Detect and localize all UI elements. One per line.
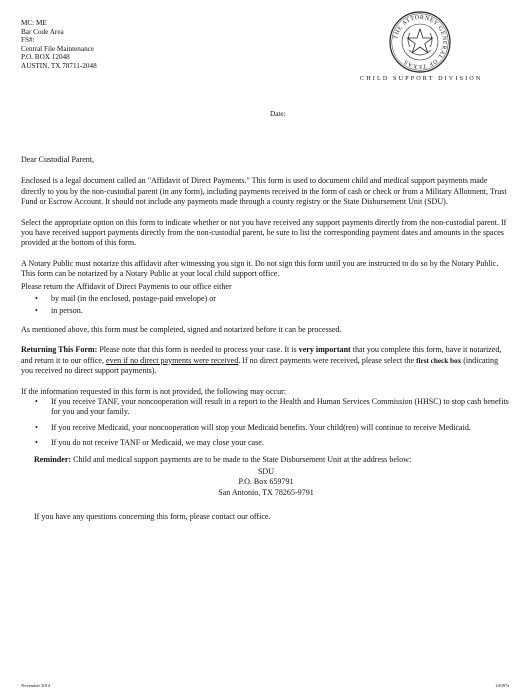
sdu-address-line: SDU — [257, 466, 275, 476]
closing-sentence: If you have any questions concerning this form, please contact our office. — [34, 512, 271, 522]
first-check-box-text: first check box — [416, 356, 462, 365]
consequences-list — [21, 397, 511, 449]
sdu-address — [21, 467, 511, 498]
return-options-list — [21, 294, 511, 317]
very-important-text: very important — [298, 345, 351, 355]
form-number: 1A097a — [495, 683, 510, 688]
address-line: Bar Code Area — [21, 27, 64, 36]
paragraph-notary: A Notary Public must notarize this affidavit after witnessing you sign it. Do not sign this form until you are instructed to do so by the Notary Public. This form can be notarized by a Notary Public at your local child support office. — [21, 258, 499, 279]
attorney-general-seal-icon — [388, 10, 452, 74]
paragraph-return-instructions: Please return the Affidavit of Direct Payments to our office either — [21, 281, 232, 291]
reminder-text: Child and medical support payments are to be made to the State Disbursement Unit at the address below: — [71, 454, 412, 464]
returning-text: . If no direct payments were received, please select the — [238, 355, 417, 365]
list-item: • If you receive TANF, your noncooperation will result in a report to the Health and Human Services Commission (HHSC) to stop cash benefits for you and your family. — [21, 397, 511, 418]
footer-date: November 2014 — [21, 683, 51, 688]
paragraph-consequences-intro: If the information requested in this form is not provided, the following may occur: — [21, 386, 287, 396]
salutation: Dear Custodial Parent, — [21, 155, 95, 164]
list-item: • If you do not receive TANF or Medicaid, we may close your case. — [21, 438, 511, 448]
address-line: MC: ME — [21, 19, 47, 27]
sdu-address-line: P.O. Box 659791 — [238, 477, 294, 487]
paragraph-processing: As mentioned above, this form must be completed, signed and notarized before it can be processed. — [21, 324, 342, 334]
sdu-address-line: San Antonio, TX 78265-9791 — [218, 487, 314, 497]
address-line: FS#: — [21, 36, 35, 44]
address-line: Central File Maintenance — [21, 44, 95, 53]
reminder — [21, 455, 511, 465]
underlined-text: even if no direct payments were received — [106, 355, 239, 365]
returning-heading: Returning This Form: — [21, 345, 98, 355]
paragraph-select-option: Select the appropriate option on this form to indicate whether or not you have received any support payments directly from the non-custodial parent. If you have received support payments directly from the non-custodial parent, be sure to list the corresponding payment dates and amounts in the spaces provided at the bottom of this form. — [21, 217, 507, 248]
returning-text: that you complete this form, have it notarized, and return it to our office, — [21, 345, 502, 365]
svg-text:THE ATTORNEY GENERAL OF TEXAS — [393, 15, 447, 69]
returning-text: Please note that this form is needed to process your case. It is — [97, 345, 299, 355]
list-item: • in person. — [21, 306, 511, 316]
list-item: • by mail (in the enclosed, postage-paid envelope) or — [21, 294, 511, 304]
return-address — [21, 19, 97, 70]
division-name: CHILD SUPPORT DIVISION — [360, 75, 483, 82]
address-line: P.O. BOX 12048 — [21, 53, 70, 61]
paragraph-returning-form — [21, 345, 511, 376]
seal-lettering: THE ATTORNEY GENERAL OF TEXAS — [393, 14, 448, 70]
letter-body — [21, 155, 511, 523]
returning-text: (indicating you received no direct support payments). — [21, 355, 499, 376]
paragraph-intro: Enclosed is a legal document called an "Affidavit of Direct Payments." This form is used to document child and medical support payments made directly to you by the non-custodial parent (in any form), including payments received in the form of cash or check or from a Military Allotment, Trust Fund or Escrow Account. It should not include any payments made through a county registry or the State Disbursement Unit (SDU). — [21, 176, 507, 207]
date-label: Date: — [270, 110, 286, 118]
reminder-label: Reminder: — [34, 454, 72, 464]
address-line: AUSTIN, TX 78711-2048 — [21, 61, 97, 70]
list-item: • If you receive Medicaid, your noncooperation will stop your Medicaid benefits. Your child(ren) will continue to receive Medicaid. — [21, 423, 511, 433]
